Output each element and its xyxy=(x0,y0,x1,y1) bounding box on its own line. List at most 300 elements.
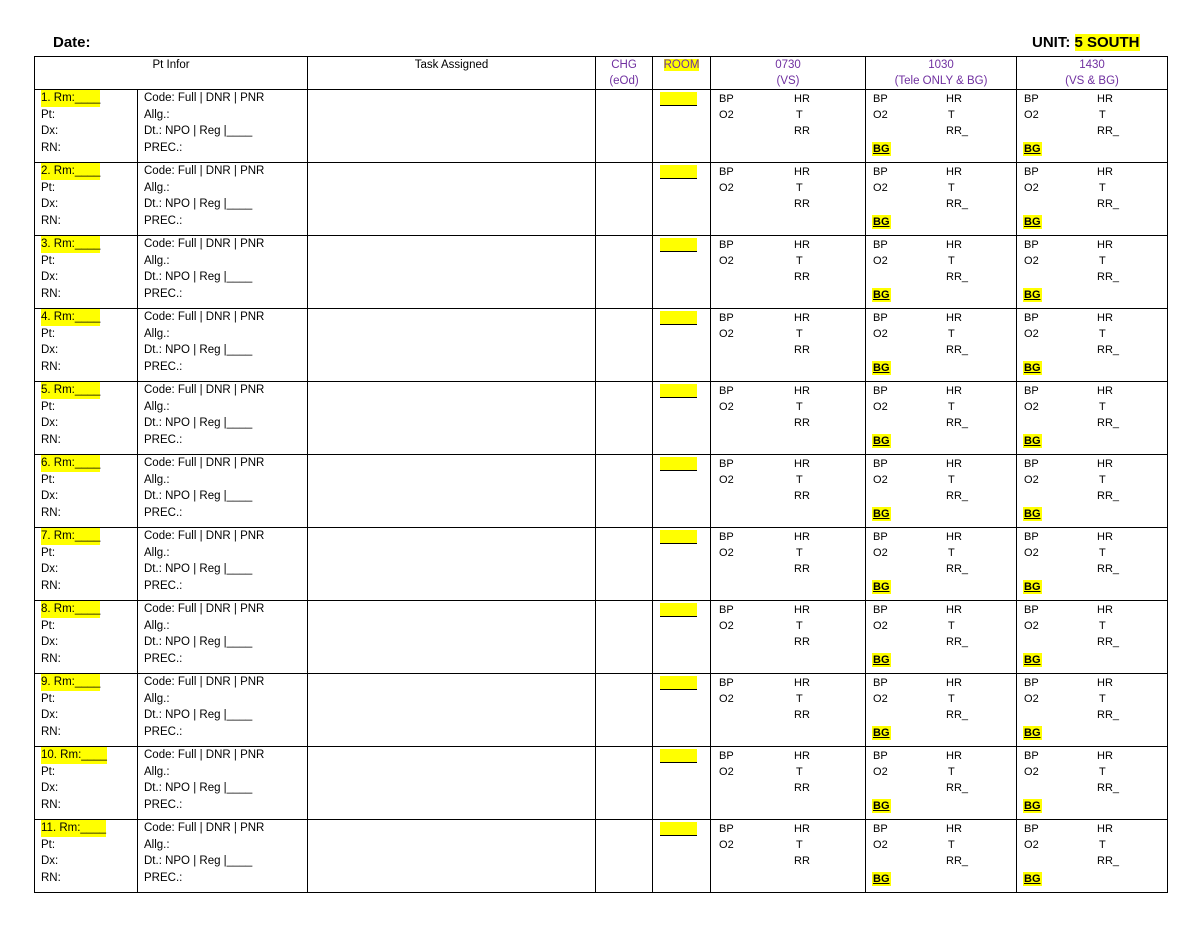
rr-label: RR xyxy=(794,490,810,502)
bp-label: BP xyxy=(1024,93,1039,105)
pt-label: Pt: xyxy=(41,473,56,486)
hr-label: HR xyxy=(794,823,810,835)
hr-label: HR xyxy=(946,823,962,835)
o2-label: O2 xyxy=(719,693,734,705)
vitals-1030-cell[interactable] xyxy=(866,528,1017,601)
room-cell[interactable] xyxy=(653,382,711,455)
hr-label: HR xyxy=(946,531,962,543)
precautions-label: PREC.: xyxy=(144,214,183,227)
hr-label: HR xyxy=(1097,604,1113,616)
hr-label: HR xyxy=(946,604,962,616)
room-blank-field[interactable] xyxy=(660,457,697,471)
diet-label: Dt.: NPO | Reg |____ xyxy=(144,490,253,502)
vitals-1430-cell[interactable] xyxy=(1017,309,1168,382)
task-assigned-cell[interactable] xyxy=(308,90,596,163)
room-cell[interactable] xyxy=(653,455,711,528)
rr-label: RR xyxy=(794,782,810,794)
vitals-1430-cell[interactable] xyxy=(1017,528,1168,601)
rr-label: RR xyxy=(794,271,810,283)
vitals-0730-cell[interactable] xyxy=(711,382,866,455)
room-blank-field[interactable] xyxy=(660,603,697,617)
vitals-1030-cell[interactable] xyxy=(866,309,1017,382)
room-cell[interactable] xyxy=(653,309,711,382)
bp-label: BP xyxy=(873,239,888,251)
rr-label: RR_ xyxy=(946,344,969,356)
vitals-0730-cell[interactable] xyxy=(711,309,866,382)
room-id-cell[interactable] xyxy=(35,455,138,528)
temp-label: T xyxy=(796,109,803,121)
chg-cell[interactable] xyxy=(596,236,653,309)
temp-label: T xyxy=(1099,547,1106,559)
unit-value: 5 SOUTH xyxy=(1074,34,1140,51)
bg-label: BG xyxy=(1024,216,1041,228)
rr-label: RR_ xyxy=(1097,855,1120,867)
task-assigned-cell[interactable] xyxy=(308,236,596,309)
rr-label: RR xyxy=(794,198,810,210)
hr-label: HR xyxy=(1097,166,1113,178)
rn-label: RN: xyxy=(41,579,61,592)
temp-label: T xyxy=(948,182,955,194)
vitals-0730-cell[interactable] xyxy=(711,455,866,528)
room-id-cell[interactable] xyxy=(35,528,138,601)
room-blank-field[interactable] xyxy=(660,165,697,179)
bg-label: BG xyxy=(873,727,890,739)
precautions-label: PREC.: xyxy=(144,141,183,154)
bg-label: BG xyxy=(1024,508,1041,520)
o2-label: O2 xyxy=(873,255,888,267)
hr-label: HR xyxy=(946,312,962,324)
hr-label: HR xyxy=(1097,750,1113,762)
o2-label: O2 xyxy=(873,182,888,194)
allergy-label: Allg.: xyxy=(144,327,170,340)
dx-label: Dx: xyxy=(41,271,59,283)
chg-cell[interactable] xyxy=(596,90,653,163)
precautions-label: PREC.: xyxy=(144,287,183,300)
room-number-label: 9. Rm:____ xyxy=(41,674,100,691)
patient-row xyxy=(35,309,1168,382)
pt-label: Pt: xyxy=(41,546,56,559)
o2-label: O2 xyxy=(719,547,734,559)
rr-label: RR_ xyxy=(946,271,969,283)
rn-label: RN: xyxy=(41,141,61,154)
temp-label: T xyxy=(948,109,955,121)
vitals-0730-cell[interactable] xyxy=(711,820,866,893)
vitals-0730-cell[interactable] xyxy=(711,90,866,163)
bp-label: BP xyxy=(719,750,734,762)
task-assigned-cell[interactable] xyxy=(308,309,596,382)
vitals-0730-cell[interactable] xyxy=(711,601,866,674)
bp-label: BP xyxy=(719,166,734,178)
rr-label: RR xyxy=(794,636,810,648)
allergy-label: Allg.: xyxy=(144,181,170,194)
room-cell[interactable] xyxy=(653,820,711,893)
room-blank-field[interactable] xyxy=(660,92,697,106)
t0730-line2: (VS) xyxy=(776,75,800,87)
code-status-label: Code: Full | DNR | PNR xyxy=(144,603,265,615)
o2-label: O2 xyxy=(1024,255,1039,267)
patient-info-cell[interactable] xyxy=(138,236,308,309)
patient-info-cell[interactable] xyxy=(138,674,308,747)
hr-label: HR xyxy=(946,458,962,470)
bg-label: BG xyxy=(873,581,890,593)
vitals-1030-cell[interactable] xyxy=(866,236,1017,309)
temp-label: T xyxy=(796,547,803,559)
rn-label: RN: xyxy=(41,433,61,446)
dx-label: Dx: xyxy=(41,344,59,356)
vitals-0730-cell[interactable] xyxy=(711,236,866,309)
chg-cell[interactable] xyxy=(596,455,653,528)
col-task-assigned: Task Assigned xyxy=(308,57,596,90)
hr-label: HR xyxy=(794,604,810,616)
vitals-1030-cell[interactable] xyxy=(866,90,1017,163)
bp-label: BP xyxy=(719,677,734,689)
chg-cell[interactable] xyxy=(596,163,653,236)
temp-label: T xyxy=(796,839,803,851)
rr-label: RR_ xyxy=(1097,490,1120,502)
o2-label: O2 xyxy=(1024,839,1039,851)
precautions-label: PREC.: xyxy=(144,798,183,811)
vitals-1430-cell[interactable] xyxy=(1017,747,1168,820)
dx-label: Dx: xyxy=(41,563,59,575)
temp-label: T xyxy=(796,328,803,340)
temp-label: T xyxy=(948,474,955,486)
bg-label: BG xyxy=(1024,727,1041,739)
bp-label: BP xyxy=(1024,604,1039,616)
dx-label: Dx: xyxy=(41,125,59,137)
room-cell[interactable] xyxy=(653,601,711,674)
room-number-label: 5. Rm:____ xyxy=(41,382,100,399)
chg-line1: CHG xyxy=(611,59,637,71)
code-status-label: Code: Full | DNR | PNR xyxy=(144,92,265,104)
o2-label: O2 xyxy=(873,547,888,559)
rr-label: RR_ xyxy=(946,563,969,575)
allergy-label: Allg.: xyxy=(144,400,170,413)
col-chg xyxy=(596,57,653,90)
rn-label: RN: xyxy=(41,287,61,300)
temp-label: T xyxy=(1099,620,1106,632)
o2-label: O2 xyxy=(1024,401,1039,413)
vitals-1430-cell[interactable] xyxy=(1017,90,1168,163)
bg-label: BG xyxy=(1024,873,1041,885)
rn-label: RN: xyxy=(41,360,61,373)
temp-label: T xyxy=(796,474,803,486)
rr-label: RR_ xyxy=(946,709,969,721)
hr-label: HR xyxy=(1097,531,1113,543)
vitals-1030-cell[interactable] xyxy=(866,163,1017,236)
diet-label: Dt.: NPO | Reg |____ xyxy=(144,198,253,210)
hr-label: HR xyxy=(1097,385,1113,397)
vitals-1430-cell[interactable] xyxy=(1017,455,1168,528)
hr-label: HR xyxy=(946,385,962,397)
bp-label: BP xyxy=(873,750,888,762)
vitals-1430-cell[interactable] xyxy=(1017,382,1168,455)
room-blank-field[interactable] xyxy=(660,822,697,836)
o2-label: O2 xyxy=(873,839,888,851)
t0730-line1: 0730 xyxy=(775,59,801,71)
diet-label: Dt.: NPO | Reg |____ xyxy=(144,271,253,283)
unit-heading xyxy=(1032,34,1140,51)
code-status-label: Code: Full | DNR | PNR xyxy=(144,457,265,469)
o2-label: O2 xyxy=(873,693,888,705)
bp-label: BP xyxy=(873,823,888,835)
room-cell[interactable] xyxy=(653,747,711,820)
rr-label: RR_ xyxy=(946,855,969,867)
allergy-label: Allg.: xyxy=(144,546,170,559)
o2-label: O2 xyxy=(719,620,734,632)
room-cell[interactable] xyxy=(653,528,711,601)
room-cell[interactable] xyxy=(653,674,711,747)
room-id-cell[interactable] xyxy=(35,236,138,309)
rr-label: RR xyxy=(794,855,810,867)
bg-label: BG xyxy=(1024,289,1041,301)
patient-row xyxy=(35,236,1168,309)
chg-cell[interactable] xyxy=(596,747,653,820)
vitals-1030-cell[interactable] xyxy=(866,820,1017,893)
rr-label: RR_ xyxy=(1097,344,1120,356)
room-id-cell[interactable] xyxy=(35,747,138,820)
o2-label: O2 xyxy=(1024,109,1039,121)
patient-row xyxy=(35,674,1168,747)
dx-label: Dx: xyxy=(41,198,59,210)
vitals-0730-cell[interactable] xyxy=(711,747,866,820)
t1030-line2: (Tele ONLY & BG) xyxy=(894,75,988,87)
rr-label: RR xyxy=(794,125,810,137)
bg-label: BG xyxy=(1024,435,1041,447)
vitals-1030-cell[interactable] xyxy=(866,455,1017,528)
code-status-label: Code: Full | DNR | PNR xyxy=(144,311,265,323)
bg-label: BG xyxy=(873,143,890,155)
vitals-1030-cell[interactable] xyxy=(866,601,1017,674)
rr-label: RR_ xyxy=(946,490,969,502)
patient-info-cell[interactable] xyxy=(138,163,308,236)
chg-cell[interactable] xyxy=(596,528,653,601)
hr-label: HR xyxy=(946,677,962,689)
bp-label: BP xyxy=(1024,458,1039,470)
bg-label: BG xyxy=(873,362,890,374)
room-id-cell[interactable] xyxy=(35,674,138,747)
hr-label: HR xyxy=(794,166,810,178)
patient-info-cell[interactable] xyxy=(138,309,308,382)
room-id-cell[interactable] xyxy=(35,309,138,382)
code-status-label: Code: Full | DNR | PNR xyxy=(144,822,265,834)
room-number-label: 8. Rm:____ xyxy=(41,601,100,618)
chg-line2: (eOd) xyxy=(609,75,639,87)
hr-label: HR xyxy=(1097,239,1113,251)
bp-label: BP xyxy=(1024,531,1039,543)
room-cell[interactable] xyxy=(653,90,711,163)
hr-label: HR xyxy=(946,239,962,251)
task-assigned-cell[interactable] xyxy=(308,820,596,893)
bp-label: BP xyxy=(1024,823,1039,835)
chg-cell[interactable] xyxy=(596,820,653,893)
task-assigned-cell[interactable] xyxy=(308,601,596,674)
bp-label: BP xyxy=(719,239,734,251)
rn-label: RN: xyxy=(41,725,61,738)
room-number-label: 1. Rm:____ xyxy=(41,90,100,107)
diet-label: Dt.: NPO | Reg |____ xyxy=(144,563,253,575)
bp-label: BP xyxy=(719,385,734,397)
pt-label: Pt: xyxy=(41,181,56,194)
vitals-1430-cell[interactable] xyxy=(1017,820,1168,893)
o2-label: O2 xyxy=(873,766,888,778)
pt-label: Pt: xyxy=(41,692,56,705)
room-blank-field[interactable] xyxy=(660,311,697,325)
vitals-1430-cell[interactable] xyxy=(1017,163,1168,236)
o2-label: O2 xyxy=(719,328,734,340)
o2-label: O2 xyxy=(1024,182,1039,194)
room-blank-field[interactable] xyxy=(660,676,697,690)
room-id-cell[interactable] xyxy=(35,820,138,893)
patient-info-cell[interactable] xyxy=(138,820,308,893)
task-assigned-cell[interactable] xyxy=(308,163,596,236)
precautions-label: PREC.: xyxy=(144,652,183,665)
rr-label: RR_ xyxy=(946,636,969,648)
rn-label: RN: xyxy=(41,871,61,884)
precautions-label: PREC.: xyxy=(144,433,183,446)
code-status-label: Code: Full | DNR | PNR xyxy=(144,530,265,542)
patient-info-cell[interactable] xyxy=(138,455,308,528)
rr-label: RR_ xyxy=(1097,417,1120,429)
room-number-label: 4. Rm:____ xyxy=(41,309,100,326)
bg-label: BG xyxy=(873,800,890,812)
room-id-cell[interactable] xyxy=(35,382,138,455)
pt-label: Pt: xyxy=(41,619,56,632)
vitals-1430-cell[interactable] xyxy=(1017,236,1168,309)
rr-label: RR_ xyxy=(1097,271,1120,283)
precautions-label: PREC.: xyxy=(144,506,183,519)
task-assigned-cell[interactable] xyxy=(308,674,596,747)
rr-label: RR_ xyxy=(946,198,969,210)
temp-label: T xyxy=(796,401,803,413)
allergy-label: Allg.: xyxy=(144,108,170,121)
allergy-label: Allg.: xyxy=(144,692,170,705)
vitals-0730-cell[interactable] xyxy=(711,674,866,747)
patient-info-cell[interactable] xyxy=(138,747,308,820)
temp-label: T xyxy=(948,693,955,705)
room-blank-field[interactable] xyxy=(660,749,697,763)
hr-label: HR xyxy=(794,750,810,762)
bp-label: BP xyxy=(873,385,888,397)
bg-label: BG xyxy=(1024,581,1041,593)
hr-label: HR xyxy=(794,93,810,105)
col-0730 xyxy=(711,57,866,90)
vitals-1430-cell[interactable] xyxy=(1017,674,1168,747)
rr-label: RR_ xyxy=(946,782,969,794)
rr-label: RR_ xyxy=(1097,198,1120,210)
temp-label: T xyxy=(796,255,803,267)
bp-label: BP xyxy=(1024,677,1039,689)
code-status-label: Code: Full | DNR | PNR xyxy=(144,384,265,396)
patient-info-cell[interactable] xyxy=(138,90,308,163)
room-cell[interactable] xyxy=(653,236,711,309)
code-status-label: Code: Full | DNR | PNR xyxy=(144,676,265,688)
vitals-1430-cell[interactable] xyxy=(1017,601,1168,674)
o2-label: O2 xyxy=(719,255,734,267)
hr-label: HR xyxy=(1097,93,1113,105)
temp-label: T xyxy=(796,182,803,194)
room-blank-field[interactable] xyxy=(660,238,697,252)
room-number-label: 6. Rm:____ xyxy=(41,455,100,472)
room-cell[interactable] xyxy=(653,163,711,236)
pt-label: Pt: xyxy=(41,108,56,121)
code-status-label: Code: Full | DNR | PNR xyxy=(144,238,265,250)
patient-info-cell[interactable] xyxy=(138,382,308,455)
temp-label: T xyxy=(948,255,955,267)
o2-label: O2 xyxy=(719,839,734,851)
room-number-label: 2. Rm:____ xyxy=(41,163,100,180)
o2-label: O2 xyxy=(719,474,734,486)
dx-label: Dx: xyxy=(41,417,59,429)
temp-label: T xyxy=(1099,109,1106,121)
bg-label: BG xyxy=(1024,362,1041,374)
task-assigned-cell[interactable] xyxy=(308,747,596,820)
room-id-cell[interactable] xyxy=(35,90,138,163)
bp-label: BP xyxy=(873,604,888,616)
room-blank-field[interactable] xyxy=(660,384,697,398)
o2-label: O2 xyxy=(719,182,734,194)
chg-cell[interactable] xyxy=(596,601,653,674)
bp-label: BP xyxy=(719,93,734,105)
chg-cell[interactable] xyxy=(596,674,653,747)
temp-label: T xyxy=(948,839,955,851)
precautions-label: PREC.: xyxy=(144,725,183,738)
temp-label: T xyxy=(1099,839,1106,851)
bp-label: BP xyxy=(719,531,734,543)
diet-label: Dt.: NPO | Reg |____ xyxy=(144,636,253,648)
task-assigned-cell[interactable] xyxy=(308,382,596,455)
dx-label: Dx: xyxy=(41,636,59,648)
vitals-1030-cell[interactable] xyxy=(866,674,1017,747)
room-label: ROOM xyxy=(663,59,700,71)
vitals-0730-cell[interactable] xyxy=(711,163,866,236)
dx-label: Dx: xyxy=(41,782,59,794)
temp-label: T xyxy=(1099,693,1106,705)
hr-label: HR xyxy=(794,312,810,324)
vitals-1030-cell[interactable] xyxy=(866,382,1017,455)
task-assigned-cell[interactable] xyxy=(308,455,596,528)
o2-label: O2 xyxy=(873,401,888,413)
bg-label: BG xyxy=(873,216,890,228)
room-id-cell[interactable] xyxy=(35,163,138,236)
chg-cell[interactable] xyxy=(596,382,653,455)
bp-label: BP xyxy=(1024,239,1039,251)
vitals-1030-cell[interactable] xyxy=(866,747,1017,820)
o2-label: O2 xyxy=(719,401,734,413)
room-id-cell[interactable] xyxy=(35,601,138,674)
patient-info-cell[interactable] xyxy=(138,601,308,674)
unit-label: UNIT: xyxy=(1032,34,1071,51)
task-assigned-cell[interactable] xyxy=(308,528,596,601)
pt-label: Pt: xyxy=(41,400,56,413)
bp-label: BP xyxy=(1024,312,1039,324)
pt-label: Pt: xyxy=(41,254,56,267)
vitals-0730-cell[interactable] xyxy=(711,528,866,601)
room-number-label: 11. Rm:____ xyxy=(41,820,106,837)
assignment-table xyxy=(34,56,1168,893)
patient-row xyxy=(35,382,1168,455)
room-number-label: 10. Rm:____ xyxy=(41,747,107,764)
room-blank-field[interactable] xyxy=(660,530,697,544)
bp-label: BP xyxy=(873,166,888,178)
patient-info-cell[interactable] xyxy=(138,528,308,601)
patient-row xyxy=(35,747,1168,820)
hr-label: HR xyxy=(794,385,810,397)
precautions-label: PREC.: xyxy=(144,579,183,592)
temp-label: T xyxy=(948,620,955,632)
bp-label: BP xyxy=(719,458,734,470)
allergy-label: Allg.: xyxy=(144,254,170,267)
chg-cell[interactable] xyxy=(596,309,653,382)
